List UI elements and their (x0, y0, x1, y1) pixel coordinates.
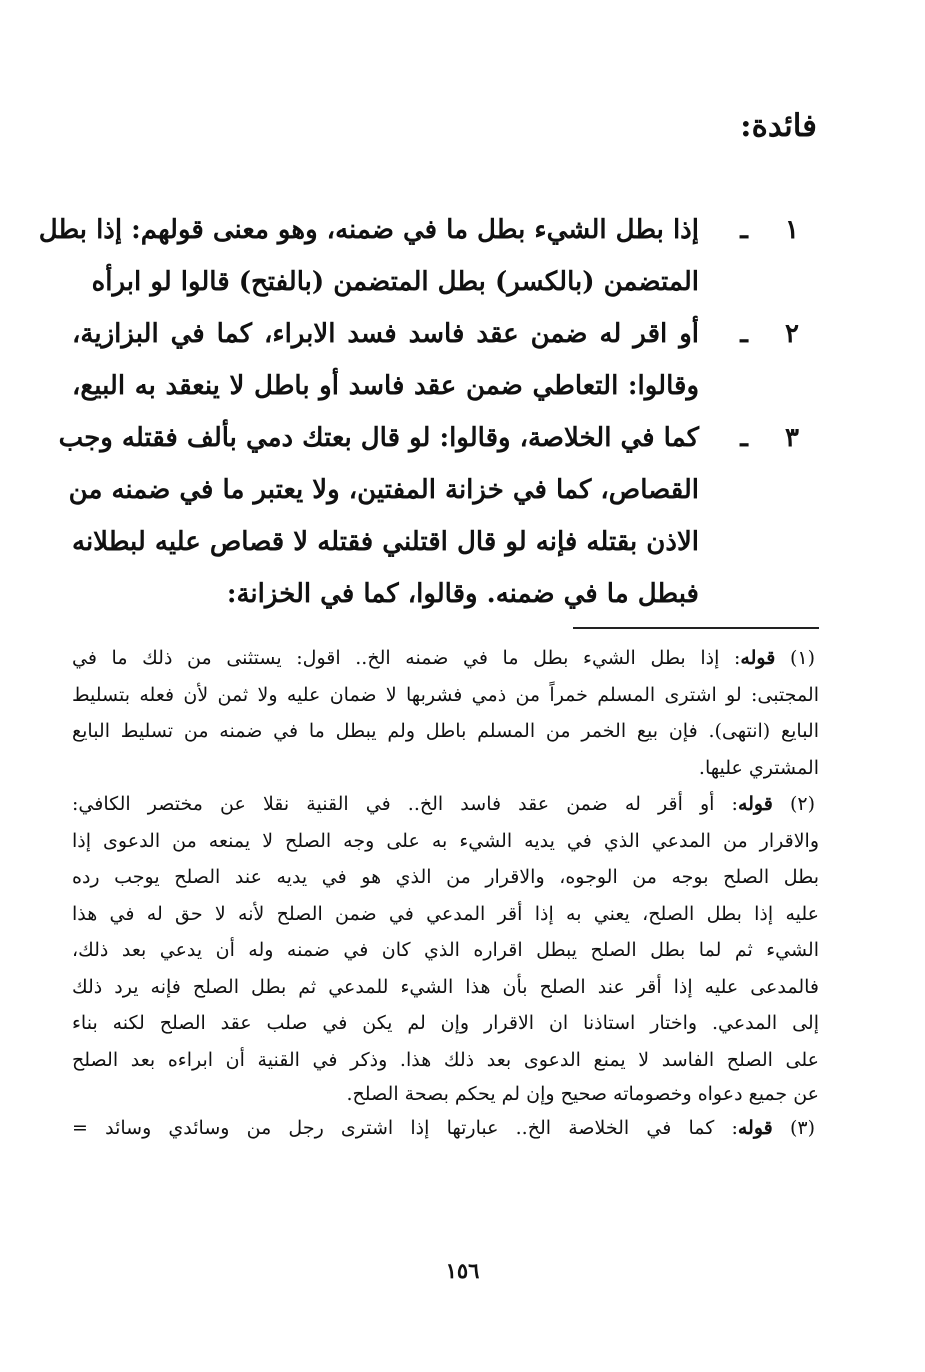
item-dash: ـ (740, 319, 748, 349)
footnote-line (72, 1110, 819, 1147)
footnote (72, 786, 819, 1110)
main-text (38, 204, 817, 620)
footnote (72, 640, 819, 786)
item-dash: ـ (740, 215, 748, 245)
footnote-line: والاقرار من المدعي الذي في يديه الشيء به على وجه الصلح لا يمنعه من الدعوى إذا (72, 829, 819, 852)
footnote-line: عن جميع دعواه وخصوماته صحيح وإن لم يحكم بصحة الصلح. (346, 1083, 819, 1105)
footnote (72, 1110, 819, 1147)
footnote-line (72, 786, 819, 823)
footnote-lead: قوله (737, 793, 773, 815)
item-dash: ـ (740, 423, 748, 453)
footnote-line: على الصلح الفاسد لا يمنع الدعوى بعد ذلك هذا. وذكر في القنية أن ابراءه بعد الصلح (72, 1048, 819, 1071)
footnote-line: إلى المدعي. واختار استاذنا ان الاقرار وإن لم يكن في صلب عقد الصلح لكنه بناء (72, 1012, 819, 1034)
footnote-text: : كما في الخلاصة الخ.. عبارتها إذا اشترى رجل من وسائدي وسائد = (72, 1117, 738, 1139)
footnote-marker: (١) (789, 647, 815, 669)
footnote-separator (573, 627, 819, 629)
text-line: المتضمن (بالكسر) بطل المتضمن (بالفتح) قالوا لو ابرأه (91, 267, 699, 297)
footnote-line: البايع (انتهى). فإن بيع الخمر من المسلم باطل ولم يبطل ما في ضمنه من تسليط البايع (72, 720, 819, 742)
footnote-line: الشيء ثم لما بطل الصلح يبطل اقراره الذي كان في ضمنه وله أن يدعي بعد ذلك، (72, 939, 819, 961)
footnote-marker: (٢) (789, 793, 815, 815)
footnote-line: عليه إذا بطل الصلح، يعني به إذا أقر المدعي في ضمن الصلح لأنه لا حق له في هذا (72, 902, 819, 925)
footnote-marker: (٣) (789, 1117, 815, 1139)
footnote-text: : إذا بطل الشيء بطل ما في ضمنه الخ.. اقول: يستثنى من ذلك ما في (72, 647, 741, 669)
text-line: إذا بطل الشيء بطل ما في ضمنه، وهو معنى قولهم: إذا بطل (38, 215, 699, 245)
item-number: ١ (785, 215, 799, 245)
text-line: القصاص، كما في خزانة المفتين، ولا يعتبر ما في ضمنه من (68, 475, 699, 505)
footnotes (72, 640, 819, 1147)
numbered-item (38, 204, 817, 308)
text-line: كما في الخلاصة، وقالوا: لو قال بعتك دمي بألف فقتله وجب (58, 423, 699, 453)
text-line: وقالوا: التعاطي ضمن عقد فاسد أو باطل لا ينعقد به البيع، (72, 371, 699, 401)
section-heading: فائدة: (740, 108, 817, 144)
text-line: فبطل ما في ضمنه. وقالوا، كما في الخزانة: (226, 579, 699, 609)
footnote-line: بطل الصلح بوجه من الوجوه، والاقرار من الذي هو في يديه عند الصلح يوجب رده (72, 866, 819, 888)
footnote-line: المشتري عليها. (698, 756, 819, 779)
item-number: ٢ (785, 319, 799, 349)
footnote-line: فالمدعى عليه إذا أقر عند الصلح بأن هذا الشيء للمدعي ثم بطل الصلح فإنه يرد ذلك (72, 975, 819, 998)
text-line: الاذن بقتله فإنه لو قال اقتلني فقتله لا قصاص عليه لبطلانه (72, 527, 699, 557)
footnote-text: : أو أقر له ضمن عقد فاسد الخ.. في القنية نقلا عن مختصر الكافي: (72, 793, 738, 815)
footnote-lead: قوله (740, 647, 776, 669)
item-number: ٣ (785, 423, 799, 453)
footnote-line (72, 640, 819, 677)
text-line: أو اقر له ضمن عقد فاسد فسد الابراء، كما في البزازية، (72, 319, 699, 349)
footnote-line: المجتبى: لو اشترى المسلم خمراً من ذمي فشربها لا ضمان عليه ولا ثمن لأن فعله بتسليط (72, 683, 819, 706)
footnote-lead: قوله (737, 1117, 773, 1139)
numbered-item (72, 308, 817, 412)
numbered-item (58, 412, 817, 620)
page-number: ١٥٦ (445, 1258, 480, 1283)
